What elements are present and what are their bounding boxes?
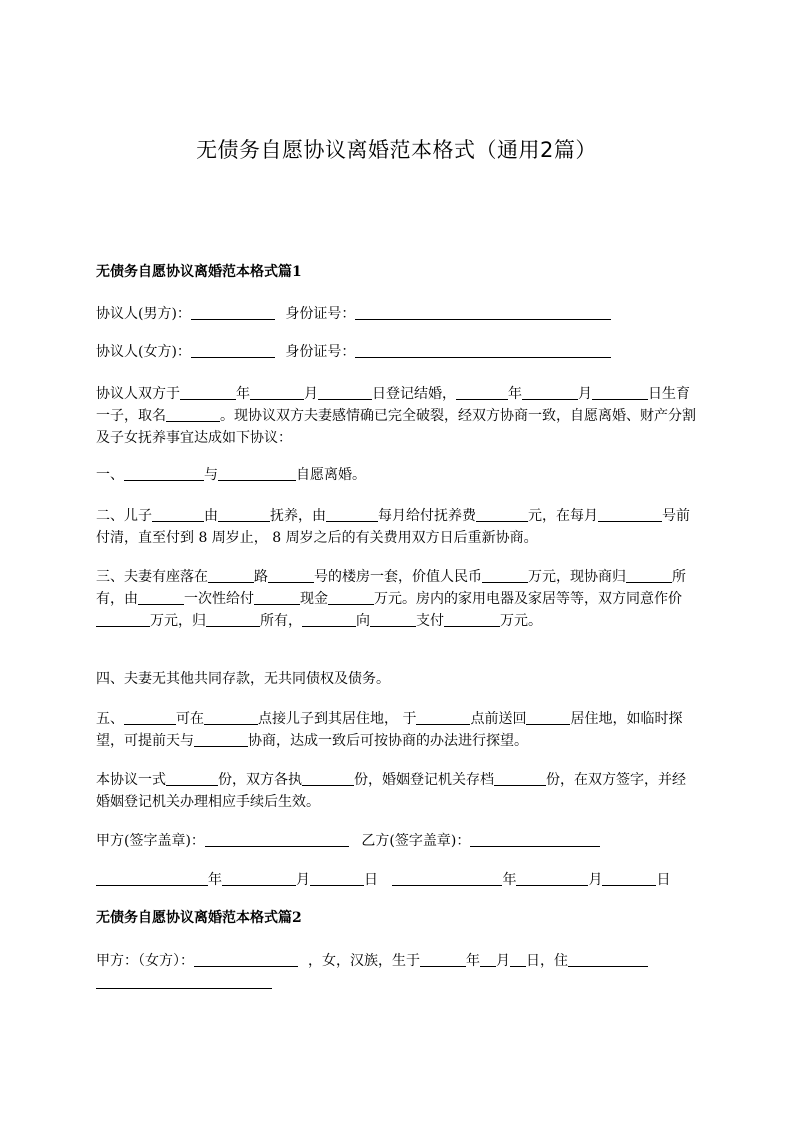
text: 日 bbox=[364, 872, 378, 888]
text: 份，婚姻登记机关存档 bbox=[354, 772, 494, 788]
blank-field[interactable] bbox=[646, 506, 662, 522]
blank-field[interactable] bbox=[522, 384, 578, 400]
text: 与 bbox=[204, 467, 218, 483]
blank-field[interactable] bbox=[568, 951, 648, 967]
party-a-line bbox=[96, 950, 696, 994]
text: 日登记结婚， bbox=[372, 386, 456, 402]
party-male-label: 协议人(男方)： bbox=[96, 306, 191, 322]
text: 协议人双方于 bbox=[96, 386, 180, 402]
text: 份，在双方签字，并经婚姻登记机关办理相应手续后生效。 bbox=[96, 772, 686, 810]
text: 点前送回 bbox=[470, 711, 527, 727]
text: 万元。 bbox=[500, 613, 542, 629]
blank-field[interactable] bbox=[510, 951, 526, 967]
page-title: 无债务自愿协议离婚范本格式（通用2篇） bbox=[196, 138, 597, 162]
blank-field[interactable] bbox=[254, 589, 300, 605]
blank-field[interactable] bbox=[138, 589, 184, 605]
text: 万元，归 bbox=[150, 613, 206, 629]
intro-paragraph bbox=[96, 383, 696, 449]
text: 年 bbox=[208, 872, 222, 888]
blank-field[interactable] bbox=[166, 406, 220, 422]
party-male-line bbox=[96, 303, 696, 325]
blank-field[interactable] bbox=[124, 465, 204, 481]
text: 万元。房内的家用电器及家居等等，双方同意作价 bbox=[374, 591, 682, 607]
signature-field[interactable] bbox=[205, 831, 349, 847]
blank-field[interactable] bbox=[194, 731, 248, 747]
text: 一次性给付 bbox=[184, 591, 254, 607]
blank-field[interactable] bbox=[592, 384, 648, 400]
text: 所有，由 bbox=[96, 569, 686, 607]
blank-field[interactable] bbox=[204, 709, 258, 725]
blank-field[interactable] bbox=[96, 870, 208, 886]
party-b-signature-label: 乙方(签字盖章)： bbox=[361, 833, 471, 849]
blank-field[interactable] bbox=[191, 304, 275, 320]
blank-field[interactable] bbox=[626, 567, 672, 583]
text: 三、夫妻有座落在 bbox=[96, 569, 208, 585]
text: 月 bbox=[588, 872, 603, 888]
blank-field[interactable] bbox=[416, 709, 470, 725]
text: 月 bbox=[296, 872, 310, 888]
section-heading: 无债务自愿协议离婚范本格式篇1 bbox=[96, 264, 302, 280]
id-label: 身份证号： bbox=[285, 344, 356, 360]
blank-field[interactable] bbox=[191, 342, 275, 358]
blank-field[interactable] bbox=[370, 611, 416, 627]
blank-field[interactable] bbox=[355, 304, 611, 320]
text: 年 bbox=[502, 872, 517, 888]
section-heading: 无债务自愿协议离婚范本格式篇2 bbox=[96, 910, 302, 926]
blank-field[interactable] bbox=[326, 506, 378, 522]
blank-field[interactable] bbox=[96, 611, 150, 627]
text: 日，住 bbox=[526, 953, 568, 969]
clause-2 bbox=[96, 505, 696, 549]
blank-field[interactable] bbox=[328, 589, 374, 605]
blank-field[interactable] bbox=[444, 611, 484, 627]
blank-field[interactable] bbox=[302, 611, 356, 627]
text: 五、 bbox=[96, 711, 124, 727]
blank-field[interactable] bbox=[392, 870, 502, 886]
text: 协商，达成一致后可按协商的办法进行探望。 bbox=[248, 733, 528, 749]
blank-field[interactable] bbox=[526, 709, 570, 725]
section2-heading bbox=[96, 907, 696, 927]
blank-field[interactable] bbox=[480, 951, 496, 967]
id-label: 身份证号： bbox=[285, 306, 356, 322]
blank-field[interactable] bbox=[420, 951, 466, 967]
section1-heading bbox=[96, 261, 696, 281]
clause-4 bbox=[96, 668, 696, 690]
blank-field[interactable] bbox=[268, 567, 314, 583]
blank-field[interactable] bbox=[250, 384, 304, 400]
text: 年 bbox=[508, 386, 522, 402]
text: 由 bbox=[204, 508, 218, 524]
text: 自愿离婚。 bbox=[296, 467, 366, 483]
blank-field[interactable] bbox=[302, 770, 354, 786]
blank-field[interactable] bbox=[206, 611, 260, 627]
text: 号的楼房一套，价值人民币 bbox=[314, 569, 482, 585]
text: 月 bbox=[304, 386, 318, 402]
signature-line bbox=[96, 830, 696, 852]
clause-6 bbox=[96, 769, 696, 813]
text: 号前付清，直至付到 8 周岁止， 8 周岁之后的有关费用双方日后重新协商。 bbox=[96, 508, 690, 546]
blank-field[interactable] bbox=[355, 342, 611, 358]
text: 点接儿子到其居住地， 于 bbox=[258, 711, 417, 727]
signature-field[interactable] bbox=[470, 831, 600, 847]
blank-field[interactable] bbox=[602, 870, 656, 886]
text: 一、 bbox=[96, 467, 124, 483]
blank-field[interactable] bbox=[516, 870, 588, 886]
text: 四、夫妻无其他共同存款，无共同债权及债务。 bbox=[96, 671, 390, 687]
text: 万元，现协商归 bbox=[528, 569, 626, 585]
blank-field[interactable] bbox=[482, 567, 528, 583]
text: 抚养，由 bbox=[270, 508, 326, 524]
blank-field[interactable] bbox=[456, 384, 508, 400]
blank-field[interactable] bbox=[494, 770, 546, 786]
text: 二、儿子 bbox=[96, 508, 152, 524]
text: 日 bbox=[656, 872, 671, 888]
blank-field[interactable] bbox=[598, 506, 646, 522]
text: 所有， bbox=[260, 613, 302, 629]
text: 份，双方各执 bbox=[218, 772, 302, 788]
text: ，女，汉族，生于 bbox=[308, 953, 420, 969]
blank-field[interactable] bbox=[310, 870, 364, 886]
text: 支付 bbox=[416, 613, 444, 629]
text: 路 bbox=[254, 569, 268, 585]
blank-field[interactable] bbox=[194, 951, 298, 967]
text: 月 bbox=[496, 953, 510, 969]
text: 甲方：（女方）： bbox=[96, 953, 194, 969]
blank-field[interactable] bbox=[222, 870, 296, 886]
text: 年 bbox=[236, 386, 250, 402]
clause-1 bbox=[96, 464, 696, 486]
blank-field[interactable] bbox=[484, 611, 500, 627]
clause-5 bbox=[96, 708, 696, 752]
text: 可在 bbox=[176, 711, 204, 727]
blank-field[interactable] bbox=[318, 384, 372, 400]
blank-field[interactable] bbox=[96, 973, 272, 989]
text: 本协议一式 bbox=[96, 772, 166, 788]
blank-field[interactable] bbox=[476, 506, 528, 522]
blank-field[interactable] bbox=[166, 770, 218, 786]
blank-field[interactable] bbox=[218, 465, 296, 481]
party-female-line bbox=[96, 341, 696, 363]
text: 居住地，如临时探望，可提前天与 bbox=[96, 711, 683, 749]
text: 月 bbox=[578, 386, 592, 402]
text: 元，在每月 bbox=[528, 508, 598, 524]
text: 年 bbox=[466, 953, 480, 969]
text: 。现协议双方夫妻感情确已完全破裂，经双方协商一致，自愿离婚、财产分割及子女抚养事宜达成如下协议： bbox=[96, 408, 696, 446]
blank-field[interactable] bbox=[218, 506, 270, 522]
blank-field[interactable] bbox=[180, 384, 236, 400]
text: 现金 bbox=[300, 591, 328, 607]
text: 日生育一子，取名 bbox=[96, 386, 690, 424]
text: 每月给付抚养费 bbox=[378, 508, 476, 524]
date-line bbox=[96, 869, 696, 891]
clause-3 bbox=[96, 566, 696, 632]
text: 向 bbox=[356, 613, 370, 629]
party-female-label: 协议人(女方)： bbox=[96, 344, 191, 360]
blank-field[interactable] bbox=[124, 709, 176, 725]
blank-field[interactable] bbox=[208, 567, 254, 583]
blank-field[interactable] bbox=[152, 506, 204, 522]
party-a-signature-label: 甲方(签字盖章)： bbox=[96, 833, 205, 849]
